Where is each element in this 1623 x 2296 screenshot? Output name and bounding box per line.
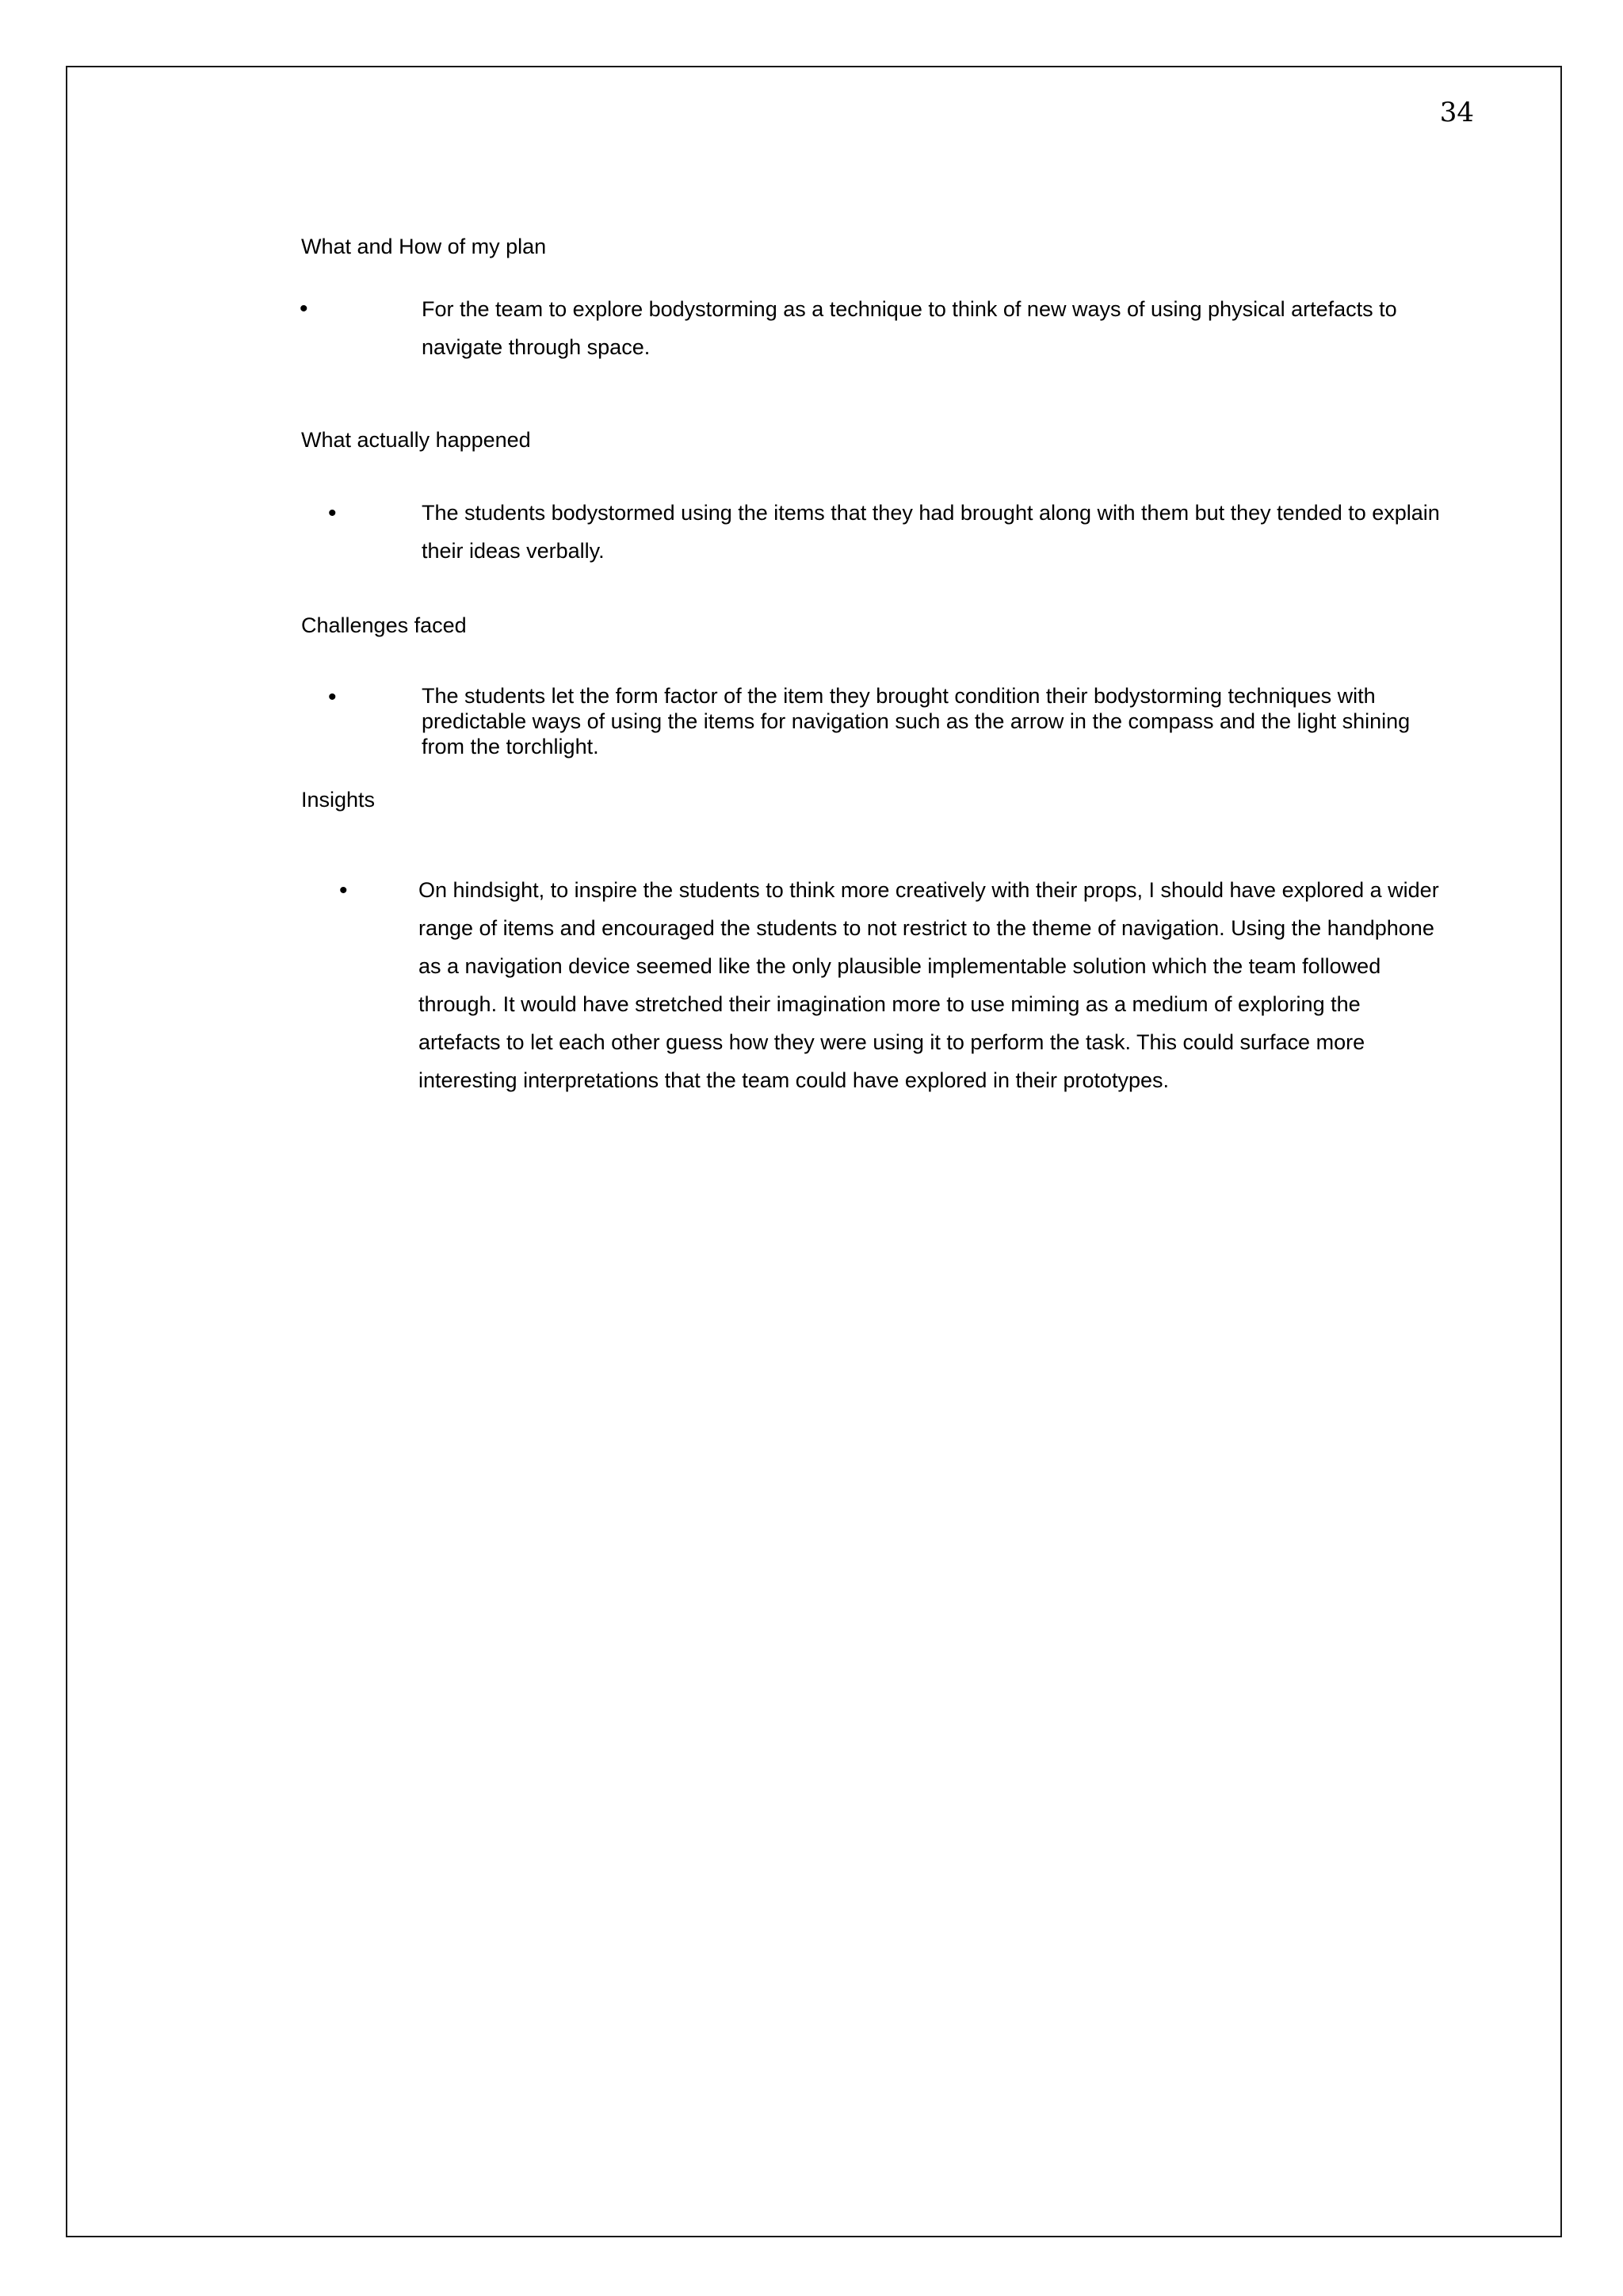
section-heading-challenges: Challenges faced: [301, 613, 467, 637]
section-heading-insights: Insights: [301, 788, 376, 812]
list-item-challenges: The students let the form factor of the item they brought condition their bodystorming techniques with predictable ways of using the items for navigation such as the arrow in the compass and the light shining from the torchlight.: [422, 684, 1411, 758]
bullet-marker: •: [339, 877, 348, 904]
list-item-insights: On hindsight, to inspire the students to think more creatively with their props, I should have explored a wider range of items and encouraged the students to not restrict to the theme of navigation. Using the handphone as a navigation device seemed like the only plausible implementable solution which the team followed through. It would have stretched their imagination more to use miming as a medium of exploring the artefacts to let each other guess how they were using it to perform the task. This could surface more interesting interpretations that the team could have explored in their prototypes.: [418, 878, 1439, 1092]
list-item-plan: For the team to explore bodystorming as a technique to think of new ways of using physical artefacts to navigate through space.: [422, 297, 1397, 359]
bullet-marker: •: [300, 296, 308, 322]
section-heading-happened: What actually happened: [301, 428, 531, 452]
section-heading-plan: What and How of my plan: [301, 235, 547, 258]
bullet-marker: •: [328, 500, 337, 526]
page-border: [66, 66, 1562, 2237]
page-number: 34: [1439, 97, 1474, 128]
bullet-marker: •: [328, 684, 337, 710]
list-item-happened: The students bodystormed using the items that they had brought along with them but they tended to explain their ideas verbally.: [422, 501, 1440, 563]
